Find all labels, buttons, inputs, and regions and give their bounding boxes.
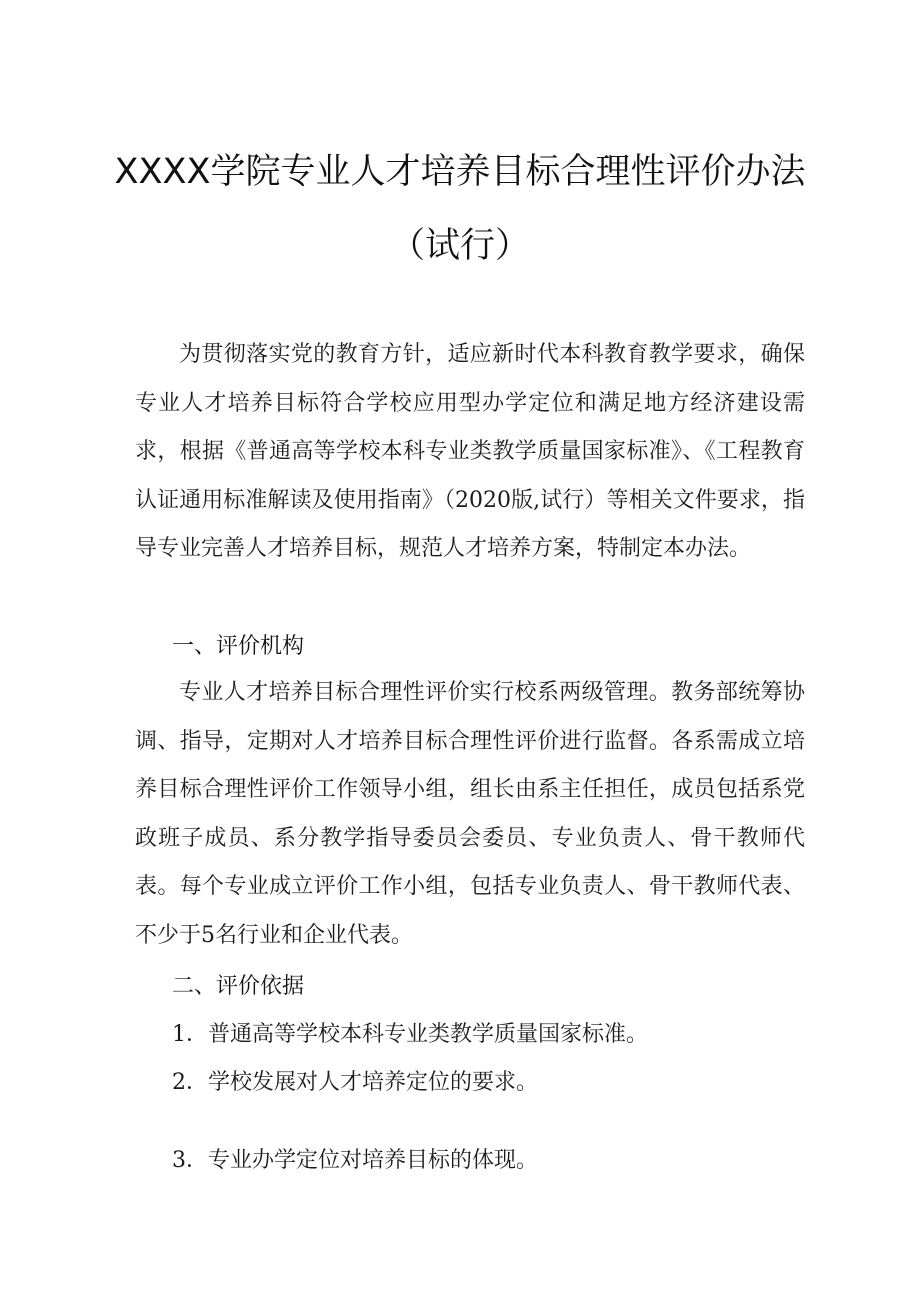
intro-paragraph: 为贯彻落实党的教育方针，适应新时代本科教育教学要求，确保专业人才培养目标符合学校应用型办学定位和满足地方经济建设需求，根据《普通高等学校本科专业类教学质量国家标准》、《工程教育认证通用标准解读及使用指南》（2020版,试行）等相关文件要求，指导专业完善人才培养目标，规范人才培养方案，特制定本办法。 (135, 342, 805, 561)
document-subtitle: （试行） (389, 226, 530, 266)
list-item: 3．专业办学定位对培养目标的体现。 (172, 1148, 538, 1173)
section-1-heading: 一、评价机构 (172, 634, 305, 659)
section-2-heading: 二、评价依据 (172, 974, 305, 999)
section-1-paragraph: 专业人才培养目标合理性评价实行校系两级管理。教务部统筹协调、指导，定期对人才培养目标合理性评价进行监督。各系需成立培养目标合理性评价工作领导小组，组长由系主任担任，成员包括系党政班子成员、系分教学指导委员会委员、专业负责人、骨干教师代表。每个专业成立评价工作小组，包括专业负责人、骨干教师代表、不少于5名行业和企业代表。 (135, 680, 805, 948)
document-title: XXXX学院专业人才培养目标合理性评价办法 (114, 152, 806, 192)
list-item: 2．学校发展对人才培养定位的要求。 (172, 1070, 538, 1095)
list-item: 1．普通高等学校本科专业类教学质量国家标准。 (172, 1022, 648, 1047)
